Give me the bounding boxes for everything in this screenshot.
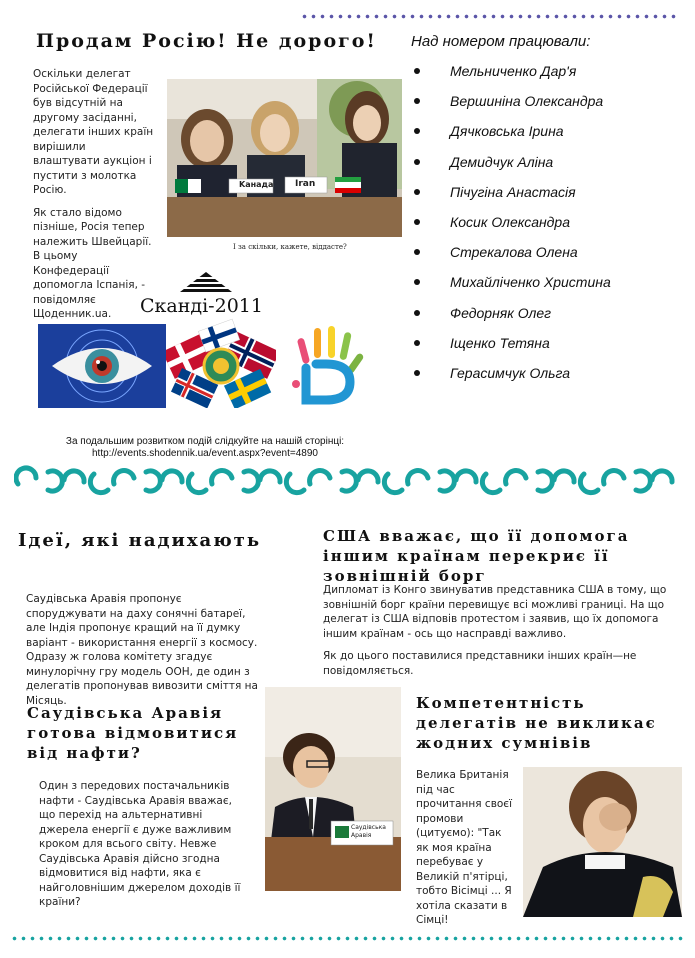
skandi-label: Сканді-2011 <box>140 295 263 317</box>
bullet-icon <box>414 189 420 195</box>
saudi-article-body: Один з передових постачальників нафти - Саудівська Аравія вважає, що перехід на альтернативні джерела енергії є дуже важливим кроком для всього світу. Невже Саудівська Аравія дійсно згодна відмовитися від нафти, яка є найголовнішим джерелом доходів її країни? <box>39 780 241 908</box>
bullet-icon <box>414 340 420 346</box>
team-list <box>414 63 684 395</box>
lead-article-title: Продам Росію! Не дорого! <box>36 30 377 52</box>
saudi-placard: Саудівська Аравія <box>351 824 386 839</box>
saudi-delegate-photo <box>265 687 401 891</box>
usa-article-body <box>323 583 679 686</box>
follow-link[interactable]: http://events.shodennik.ua/event.aspx?event=4890 <box>91 448 318 459</box>
skandi-logo-icon <box>176 270 236 294</box>
competence-article-title: Компетентність делегатів не викликає жодних сумнівів <box>416 694 657 752</box>
team-member: Косик Олександра <box>414 214 684 244</box>
team-member: Герасимчук Ольга <box>414 365 684 395</box>
usa-article-paragraph: Як до цього поставилися представники інших країн—не повідомляється. <box>323 650 637 677</box>
follow-text: За подальшим розвитком подій слідкуйте на нашій сторінці: <box>65 436 345 447</box>
lead-article-paragraph: Як стало відомо пізніше, Росія тепер належить Швейцарії. В цьому Конфедерації допомогла Іспанія, - повідомляє Щоденник.ua. <box>33 206 152 320</box>
scandinavian-flags-emblem <box>166 318 276 408</box>
team-member: Іщенко Тетяна <box>414 335 684 365</box>
bullet-icon <box>414 128 420 134</box>
top-dotted-rule <box>300 14 680 19</box>
team-member: Пічугіна Анастасія <box>414 184 684 214</box>
lead-article-body <box>33 67 155 330</box>
placard-iran: Iran <box>295 179 316 189</box>
competence-article-body: Велика Британія під час прочитання своєї промови (цитуємо): "Так як моя країна перебуває у Великій п'ятірці, тобто Вісімці ... Я хотіла сказати в Сімці! <box>416 769 512 926</box>
team-title: Над номером працювали: <box>411 33 591 50</box>
bullet-icon <box>414 219 420 225</box>
team-member: Мельниченко Дар'я <box>414 63 684 93</box>
team-member: Дячковська Ірина <box>414 123 684 153</box>
photo-caption: І за скільки, кажете, віддасте? <box>233 243 347 251</box>
usa-article-title: США вважає, що її допомога іншим країнам перекриє її зовнішній борг <box>323 527 630 585</box>
bullet-icon <box>414 98 420 104</box>
team-member: Михайліченко Христина <box>414 274 684 304</box>
un-eye-logo <box>38 324 166 408</box>
bullet-icon <box>414 249 420 255</box>
bottom-dotted-rule <box>10 936 686 941</box>
uk-delegate-photo <box>523 767 682 917</box>
delegates-photo <box>167 79 402 237</box>
bullet-icon <box>414 279 420 285</box>
lead-article-paragraph: Оскільки делегат Російської Федерації був відсутній на другому засіданні, делегати інших країн вирішили влаштувати аукціон і пустити з молотка Росію. <box>33 68 154 196</box>
follow-notice <box>60 436 350 460</box>
saudi-article-title: Саудівська Аравія готова відмовитися від нафти? <box>27 704 239 762</box>
team-member: Федорняк Олег <box>414 305 684 335</box>
placard-canada: Kaнада <box>239 180 274 189</box>
bullet-icon <box>414 159 420 165</box>
ideas-article-body: Саудівська Аравія пропонує споруджувати на даху сонячні батареї, але Індія пропонує кращий на її думку варіант - використання енергії з космосу. Одразу ж голова комітету згадує минулорічну гру модель ООН, де один з делегатів пропонував вивозити сміття на Місяць. <box>26 593 258 707</box>
swirl-divider <box>14 460 682 498</box>
ideas-article-title: Ідеї, які надихають <box>18 530 262 551</box>
hand-logo-icon <box>292 324 366 408</box>
team-member: Демидчук Аліна <box>414 154 684 184</box>
team-member: Стрекалова Олена <box>414 244 684 274</box>
team-member: Вершиніна Олександра <box>414 93 684 123</box>
bullet-icon <box>414 68 420 74</box>
bullet-icon <box>414 370 420 376</box>
bullet-icon <box>414 310 420 316</box>
usa-article-paragraph: Дипломат із Конго звинуватив представника США в тому, що зовнішній борг країни перевищує всі можливі границі. На що делегат із США відповів протестом і заявив, що їх допомога іншим країнам - ось що насправді важливо. <box>323 584 667 640</box>
